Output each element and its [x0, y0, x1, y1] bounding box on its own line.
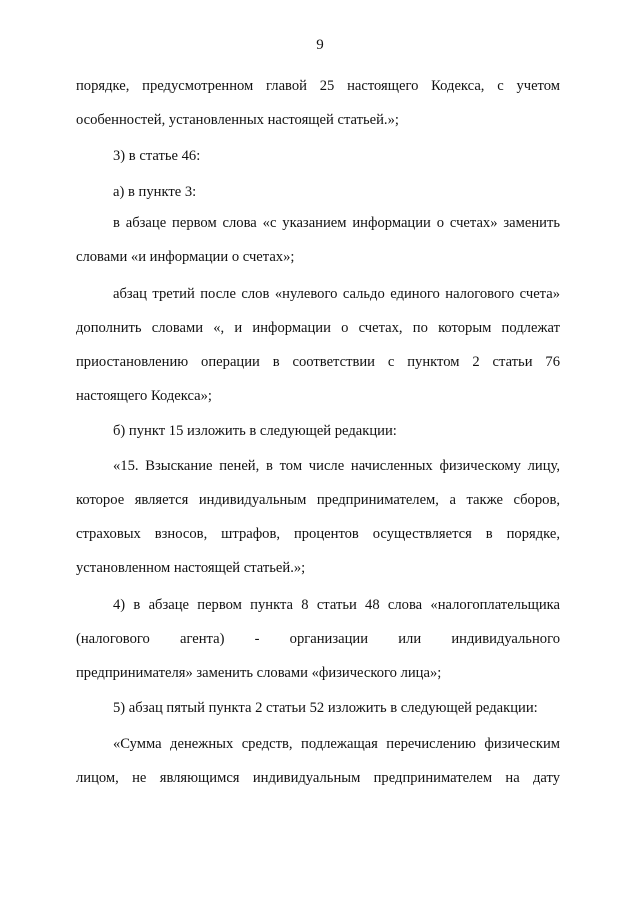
text-line: (налогового агента) - организации или индивидуального [76, 631, 560, 647]
text-line: «15. Взыскание пеней, в том числе начисленных физическому лицу, [113, 458, 560, 474]
text-line: которое является индивидуальным предпринимателем, а также сборов, [76, 492, 560, 508]
text-line: установленном настоящей статьей.»; [76, 560, 306, 576]
text-line: 5) абзац пятый пункта 2 статьи 52 изложить в следующей редакции: [113, 700, 538, 716]
text-line: 3) в статье 46: [113, 148, 201, 164]
text-line: а) в пункте 3: [113, 184, 197, 200]
text-line: настоящего Кодекса»; [76, 388, 212, 404]
text-line: особенностей, установленных настоящей статьей.»; [76, 112, 399, 128]
text-line: приостановлению операции в соответствии с пунктом 2 статьи 76 [76, 354, 560, 370]
text-line: дополнить словами «, и информации о счетах, по которым подлежат [76, 320, 560, 336]
text-line: порядке, предусмотренном главой 25 настоящего Кодекса, с учетом [76, 78, 560, 94]
page-number: 9 [316, 37, 324, 53]
text-line: абзац третий после слов «нулевого сальдо единого налогового счета» [113, 286, 560, 302]
text-line: словами «и информации о счетах»; [76, 249, 295, 265]
text-line: предпринимателя» заменить словами «физического лица»; [76, 665, 442, 681]
text-line: «Сумма денежных средств, подлежащая перечислению физическим [113, 736, 560, 752]
text-line: б) пункт 15 изложить в следующей редакции: [113, 423, 397, 439]
text-line: в абзаце первом слова «с указанием информации о счетах» заменить [113, 215, 560, 231]
text-line: 4) в абзаце первом пункта 8 статьи 48 слова «налогоплательщика [113, 597, 560, 613]
text-line: лицом, не являющимся индивидуальным предпринимателем на дату [76, 770, 560, 786]
text-line: страховых взносов, штрафов, процентов осуществляется в порядке, [76, 526, 560, 542]
